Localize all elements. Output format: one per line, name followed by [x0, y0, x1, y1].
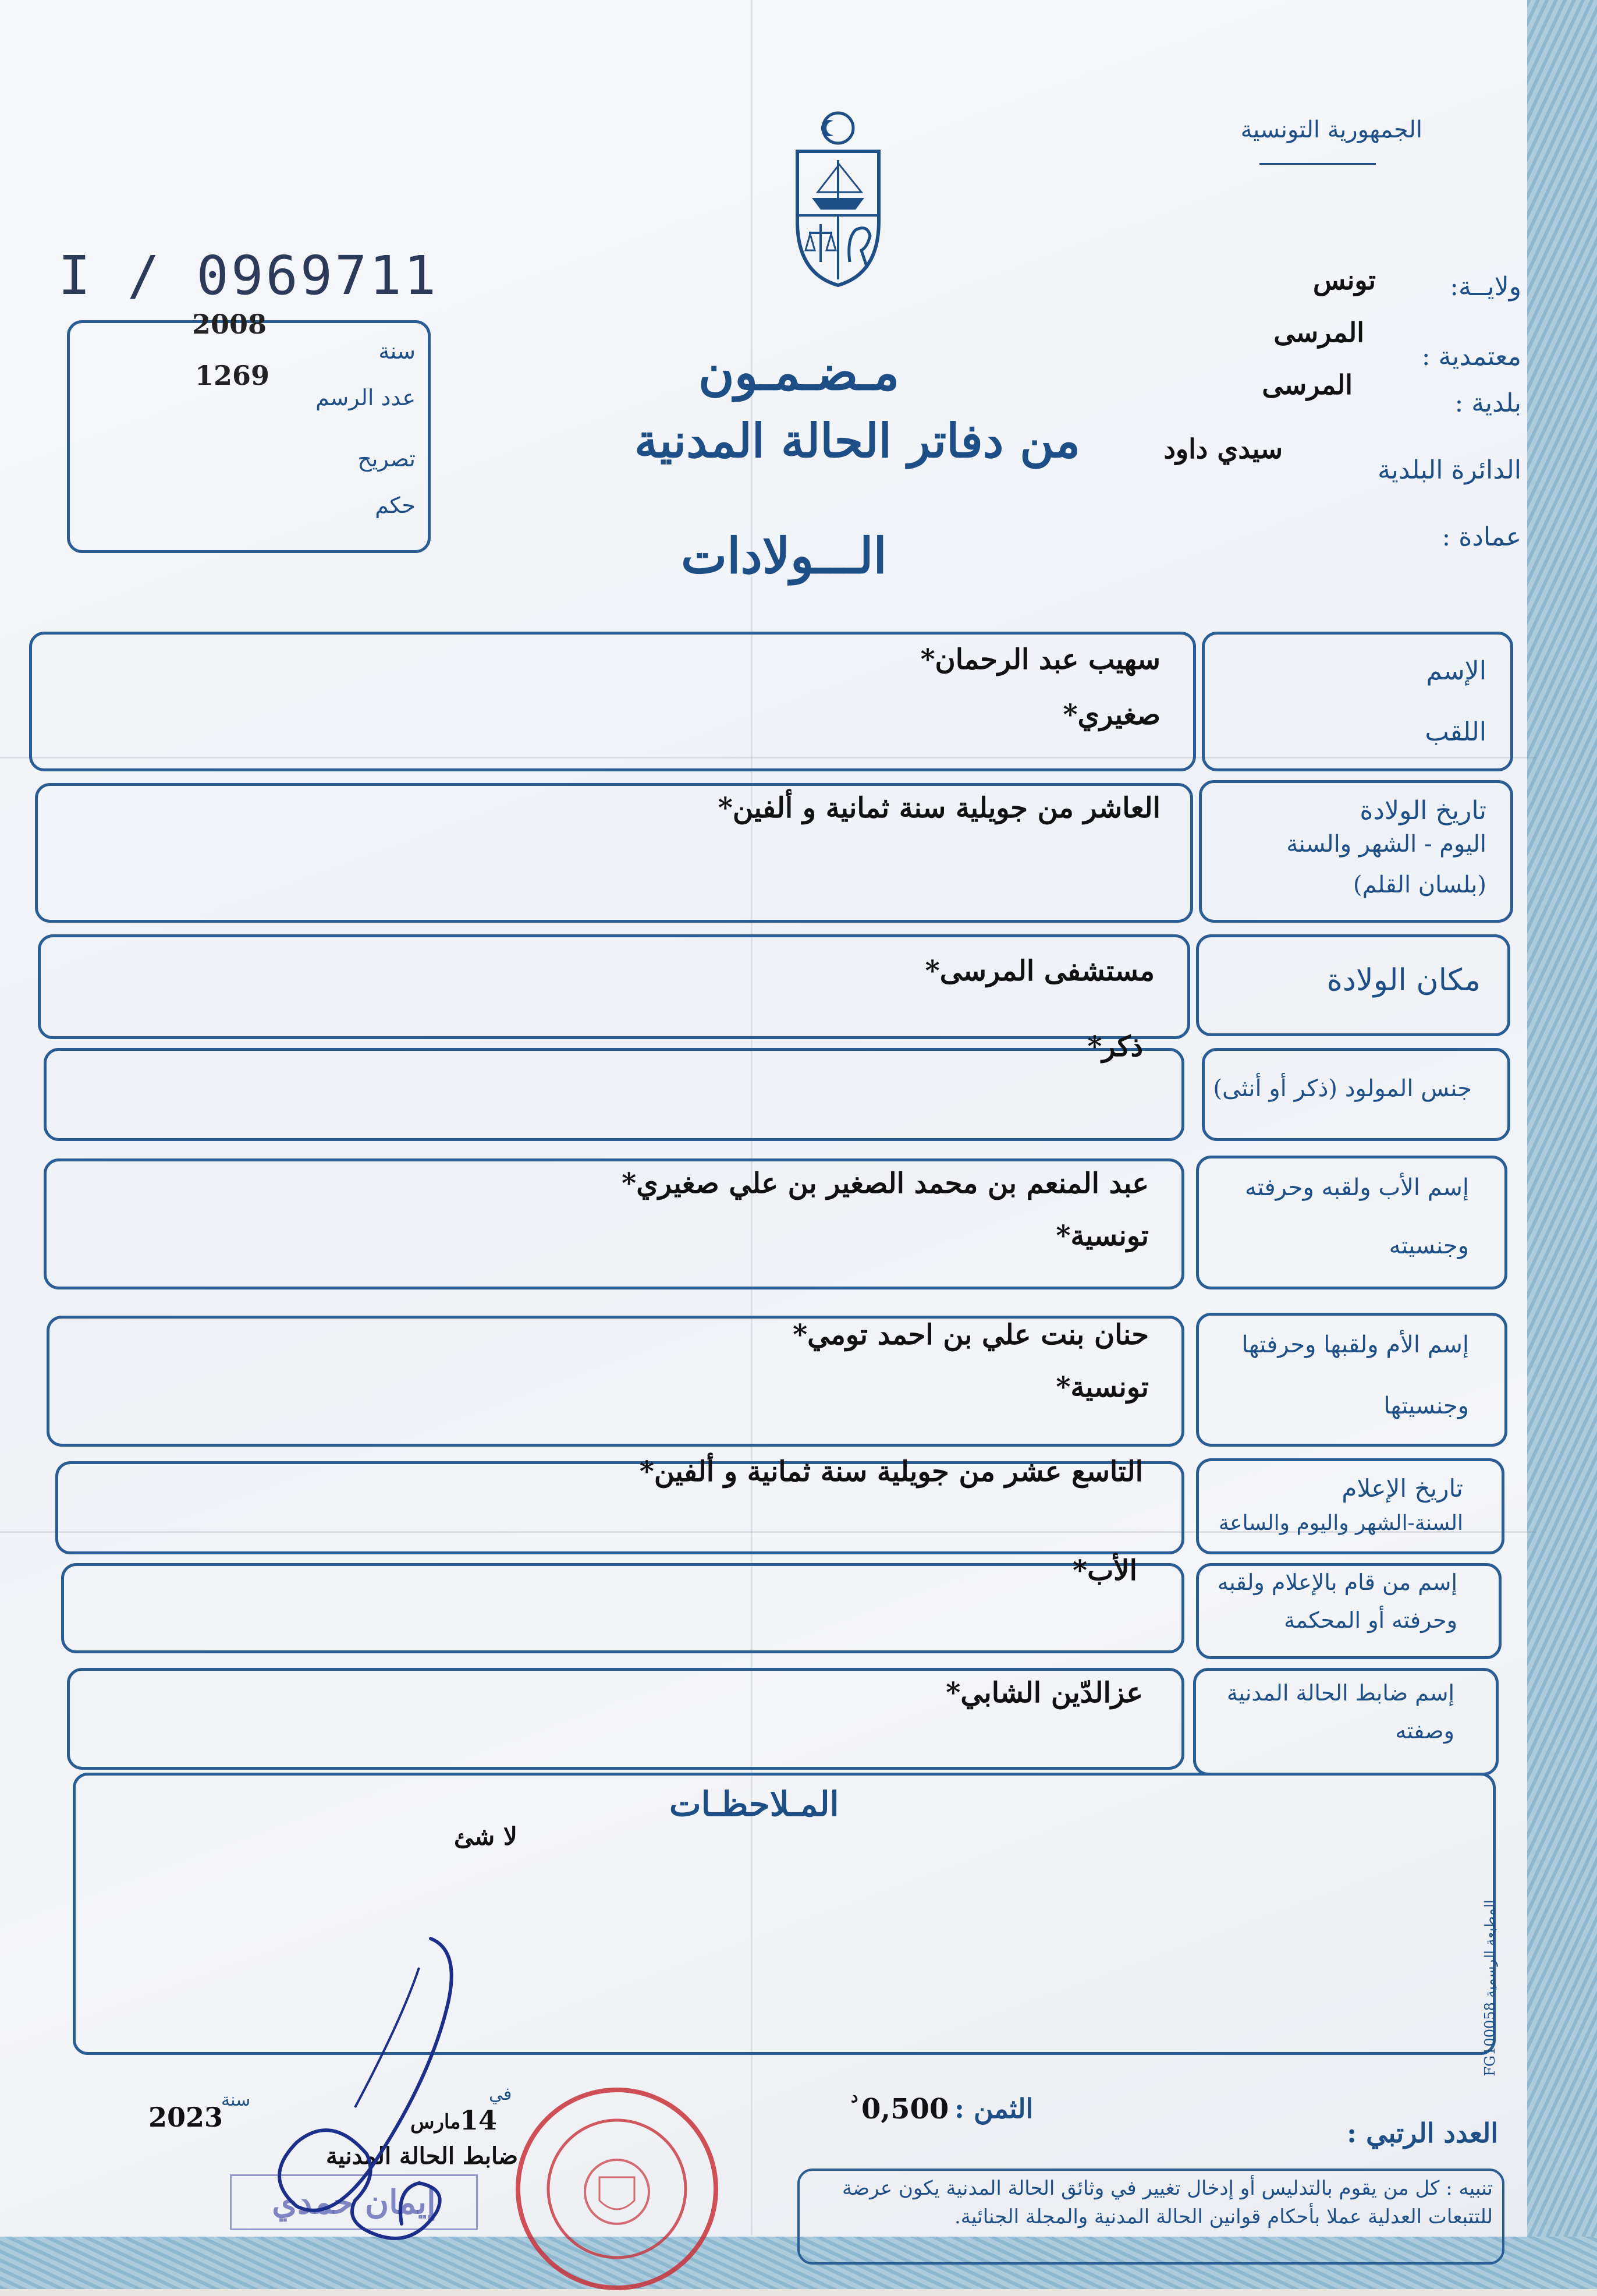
date-day: 14 — [460, 2104, 498, 2136]
record-year-value: 2008 — [192, 309, 267, 340]
date-month: مارس — [410, 2110, 461, 2134]
republic-label: الجمهورية التونسية — [1240, 116, 1422, 143]
value-mother-nationality: تونسية* — [1056, 1371, 1149, 1404]
daira-value: سيدي داود — [1163, 433, 1283, 465]
value-officer: عزالدّين الشابي* — [946, 1677, 1143, 1709]
value-birth-place: مستشفى المرسى* — [925, 955, 1155, 987]
date-prefix: في — [489, 2084, 512, 2104]
label-sex: جنس المولود (ذكر أو أنثى) — [1213, 1075, 1472, 1102]
security-border-right — [1527, 0, 1597, 2289]
label-officer-title: وصفته — [1395, 1718, 1454, 1744]
judgment-label: حكم — [375, 492, 416, 518]
label-father-nationality: وجنسيته — [1389, 1232, 1469, 1259]
record-number-value: 1269 — [195, 360, 270, 391]
printer-note-container — [1472, 1892, 1507, 2084]
serial-number: I / 0969711 — [58, 245, 439, 307]
price-unit: د — [851, 2087, 858, 2106]
handwritten-signature — [227, 1933, 489, 2259]
serial-number-label: العدد الرتبي : — [1347, 2117, 1498, 2149]
section-title: الـــولادات — [681, 527, 887, 584]
motamadia-value: المرسى — [1273, 317, 1364, 348]
officer-signature-title: ضابط الحالة المدنية — [326, 2142, 519, 2170]
value-sex: ذكر* — [1087, 1030, 1143, 1063]
wilaya-label: ولايــة: — [1450, 272, 1521, 302]
baladia-value: المرسى — [1262, 369, 1353, 401]
record-year-label: سنة — [378, 338, 416, 364]
officer-name-stamp: إيمان حمدي — [230, 2174, 478, 2230]
label-birth-place: مكان الولادة — [1326, 963, 1481, 998]
printer-note: المطبعة الرسمية FG100058 — [1482, 1900, 1498, 2077]
remarks-title: المـلاحظـات — [669, 1784, 839, 1824]
value-birth-date: العاشر من جويلية سنة ثمانية و ألفين* — [718, 792, 1161, 824]
price-value: 0,500 — [861, 2093, 949, 2125]
label-birth-date-words: (بلسان القلم) — [1353, 871, 1486, 898]
header-divider — [1259, 163, 1376, 165]
label-officer: إسم ضابط الحالة المدنية — [1226, 1680, 1454, 1706]
label-declarant: إسم من قام بالإعلام ولقبه — [1217, 1569, 1457, 1595]
label-declaration-date: تاريخ الإعلام — [1342, 1474, 1463, 1503]
date-year-label: سنة — [221, 2090, 251, 2110]
label-birth-date: تاريخ الولادة — [1360, 796, 1486, 825]
value-declaration-date: التاسع عشر من جويلية سنة ثمانية و ألفين* — [639, 1455, 1143, 1488]
document-subtitle: من دفاتر الحالة المدنية — [634, 413, 1080, 468]
wilaya-value: تونس — [1312, 264, 1376, 296]
label-birth-date-format: اليوم - الشهر والسنة — [1286, 831, 1486, 858]
daira-label: الدائرة البلدية — [1378, 455, 1521, 485]
motamadia-label: معتمدية : — [1421, 342, 1521, 371]
label-declaration-date-format: السنة-الشهر واليوم والساعة — [1218, 1511, 1463, 1535]
value-father: عبد المنعم بن محمد الصغير بن علي صغيري* — [622, 1167, 1149, 1200]
coat-of-arms-icon — [780, 105, 896, 291]
value-first-name: سهيب عبد الرحمان* — [920, 643, 1161, 676]
date-year: 2023 — [148, 2102, 223, 2133]
value-mother: حنان بنت علي بن احمد تومي* — [793, 1319, 1149, 1351]
label-father: إسم الأب ولقبه وحرفته — [1245, 1174, 1469, 1201]
record-number-label: عدد الرسم — [315, 385, 416, 410]
label-first-name: الإسم — [1426, 656, 1486, 686]
value-declarant: الأب* — [1073, 1554, 1137, 1587]
document-title: مـضـمـون — [698, 343, 900, 401]
label-mother-nationality: وجنسيتها — [1383, 1393, 1469, 1419]
price-label: الثمن : — [954, 2093, 1034, 2124]
warning-text: تنبيه : كل من يقوم بالتدليس أو إدخال تغيير في وثائق الحالة المدنية يكون عرضة للتتبعات العدلية عملا بأحكام قوانين الحالة المدنية والمجلة الجنائية. — [842, 2177, 1493, 2229]
official-seal-stamp — [501, 2072, 733, 2294]
label-surname: اللقب — [1425, 717, 1486, 747]
remarks-value: لا شئ — [454, 1822, 517, 1851]
label-mother: إسم الأم ولقبها وحرفتها — [1241, 1331, 1469, 1358]
field-value-box — [44, 1048, 1184, 1141]
label-declarant-profession: وحرفته أو المحكمة — [1284, 1607, 1457, 1633]
declaration-label: تصريح — [357, 446, 416, 472]
omada-label: عمادة : — [1442, 522, 1521, 552]
value-father-nationality: تونسية* — [1056, 1220, 1149, 1252]
field-value-box — [61, 1563, 1184, 1653]
value-surname: صغيري* — [1063, 699, 1161, 731]
baladia-label: بلدية : — [1454, 388, 1521, 418]
